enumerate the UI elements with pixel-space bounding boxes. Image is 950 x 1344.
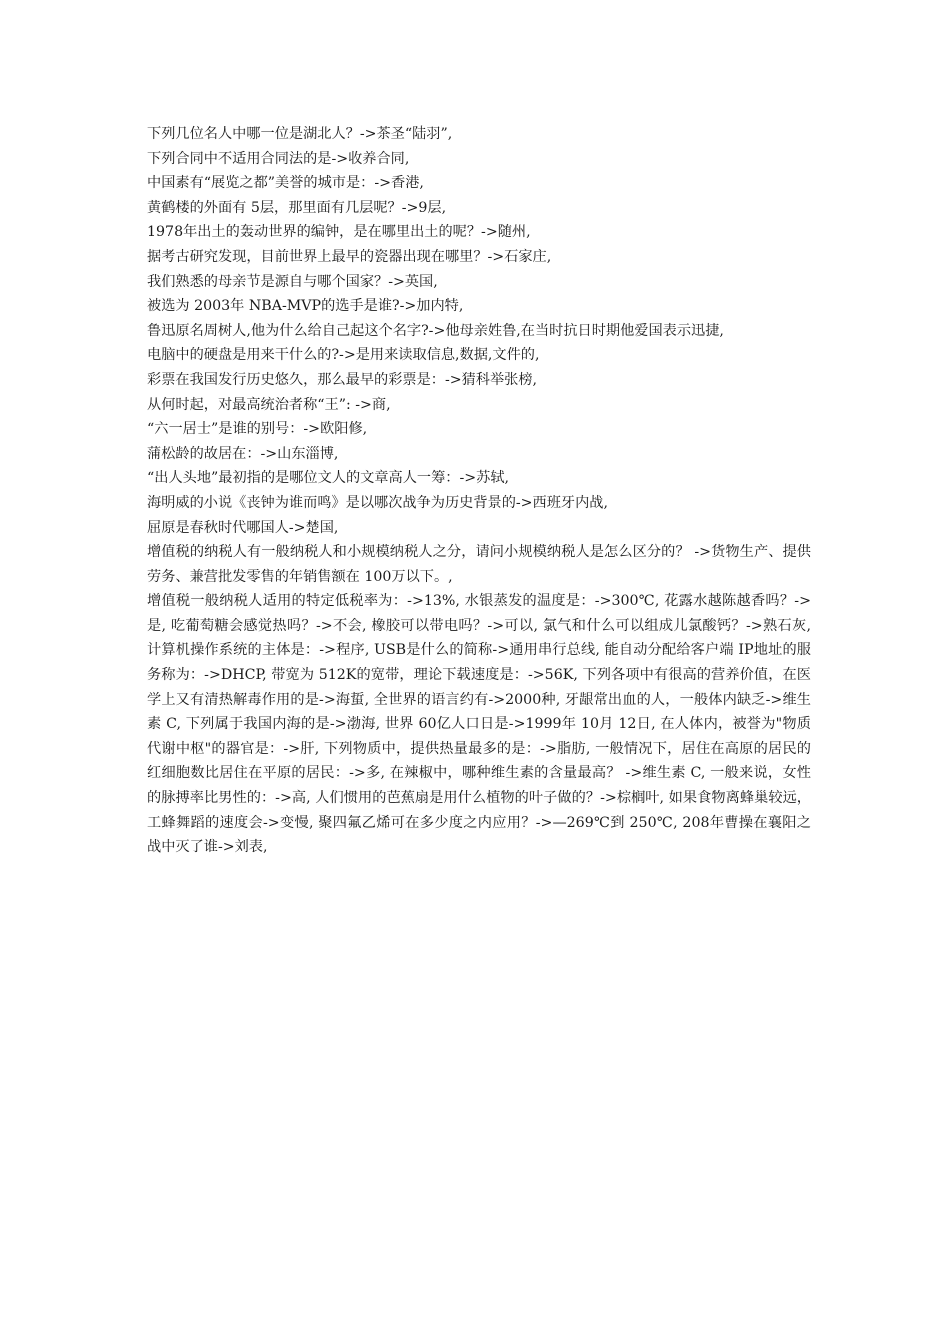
text-line: 中国素有“展览之都”美誉的城市是：->香港, xyxy=(147,175,424,192)
text-line: 被选为 2003年 NBA-MVP的选手是谁?->加内特, xyxy=(147,298,464,315)
text-line: 我们熟悉的母亲节是源自与哪个国家？->英国, xyxy=(147,273,438,290)
text-line: 下列几位名人中哪一位是湖北人？->茶圣“陆羽”, xyxy=(147,126,453,142)
document-body xyxy=(147,122,811,860)
text-line: 海明威的小说《丧钟为谁而鸣》是以哪次战争为历史背景的->西班牙内战, xyxy=(147,494,609,511)
text-line: “出人头地”最初指的是哪位文人的文章高人一筹：->苏轼, xyxy=(147,470,510,487)
text-line: 屈原是春秋时代哪国人->楚国, xyxy=(147,519,339,536)
text-line: 下列合同中不适用合同法的是->收养合同, xyxy=(147,150,410,167)
text-line: 电脑中的硬盘是用来干什么的?->是用来读取信息,数据,文件的, xyxy=(147,347,540,364)
text-line: 据考古研究发现，目前世界上最早的瓷器出现在哪里？->石家庄, xyxy=(147,248,552,265)
text-line: 彩票在我国发行历史悠久，那么最早的彩票是：->猜科举张榜, xyxy=(147,371,538,388)
text-line: 1978年出土的轰动世界的编钟，是在哪里出土的呢？->随州, xyxy=(147,224,531,241)
text-line: 蒲松龄的故居在：->山东淄博, xyxy=(147,445,339,462)
text-line: 从何时起，对最高统治者称“王”: ->商, xyxy=(147,396,391,413)
text-line: 黄鹤楼的外面有 5层，那里面有几层呢？->9层, xyxy=(147,199,447,216)
text-line: 鲁迅原名周树人,他为什么给自己起这个名字?->他母亲姓鲁,在当时抗日时期他爱国表示迅捷, xyxy=(147,322,724,339)
text-paragraph: 增值税的纳税人有一般纳税人和小规模纳税人之分，请问小规模纳税人是怎么区分的？ ->货物生产、提供劳务、兼营批发零售的年销售额在 100万以下。, xyxy=(147,544,811,585)
text-paragraph: 增值税一般纳税人适用的特定低税率为：->13%, 水银蒸发的温度是：->300℃, 花露水越陈越香吗？->是, 吃葡萄糖会感觉热吗？->不会, 橡胶可以带电吗？->可以, 氯气和什么可以组成儿氯酸钙？->熟石灰, 计算机操作系统的主体是：->程序, USB是什么的简称->通用串行总线, 能自动分配给客户端 IP地址的服务称为：->DHCP, 带宽为 512K的宽带，理论下载速度是：->56K, 下列各项中有很高的营养价值，在医学上又有清热解毒作用的是->海蜇, 全世界的语言约有->2000种, 牙龈常出血的人，一般体内缺乏->维生素 C, 下列属于我国内海的是->渤海, 世界 60亿人口日是->1999年 10月 12日, 在人体内，被誉为"物质代谢中枢"的器官是：->肝, 下列物质中，提供热量最多的是：->脂肪, 一般情况下，居住在高原的居民的红细胞数比居住在平原的居民：->多, 在辣椒中，哪种维生素的含量最高？ ->维生素 C, 一般来说，女性的脉搏率比男性的：->高, 人们惯用的芭蕉扇是用什么植物的叶子做的？->棕榈叶, 如果食物离蜂巢较远，工蜂舞蹈的速度会->变慢, 聚四氟乙烯可在多少度之内应用？->—269℃到 250℃, 208年曹操在襄阳之战中灭了谁->刘表, xyxy=(147,593,811,856)
text-line: “六一居士”是谁的别号：->欧阳修, xyxy=(147,421,368,438)
